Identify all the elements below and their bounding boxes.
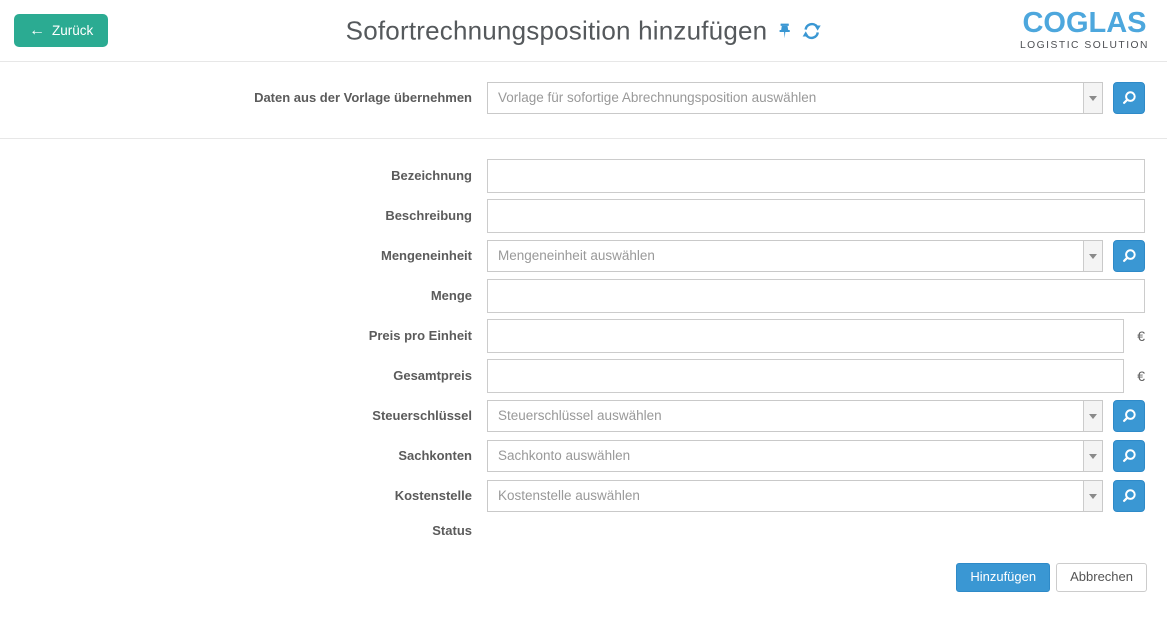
field-label-steuerschluessel: Steuerschlüssel xyxy=(372,408,472,423)
coglas-logo xyxy=(1020,9,1153,51)
field-label-kostenstelle: Kostenstelle xyxy=(394,488,472,503)
preis-pro-einheit-input[interactable] xyxy=(487,319,1124,353)
sachkonten-search-button[interactable] xyxy=(1113,440,1145,472)
search-icon xyxy=(1121,90,1137,106)
bezeichnung-input[interactable] xyxy=(487,159,1145,193)
form-row-mengeneinheit xyxy=(0,239,1167,273)
mengeneinheit-search-button[interactable] xyxy=(1113,240,1145,272)
form-row-menge xyxy=(0,279,1167,313)
template-section xyxy=(0,62,1167,138)
field-label-preis-pro-einheit: Preis pro Einheit xyxy=(368,328,472,343)
template-search-button[interactable] xyxy=(1113,82,1145,114)
logo-name: COGLAS xyxy=(1022,7,1147,40)
caret-down-icon[interactable] xyxy=(1083,401,1102,431)
field-label-bezeichnung: Bezeichnung xyxy=(391,168,472,183)
field-label-menge: Menge xyxy=(430,288,472,303)
form-row-bezeichnung xyxy=(0,159,1167,193)
caret-down-icon[interactable] xyxy=(1083,241,1102,271)
form-row-steuerschluessel xyxy=(0,399,1167,433)
form-row-status xyxy=(0,521,1167,541)
field-label-sachkonten: Sachkonten xyxy=(398,448,472,463)
pin-icon[interactable] xyxy=(776,21,793,40)
search-icon xyxy=(1121,488,1137,504)
steuerschluessel-select-placeholder: Steuerschlüssel auswählen xyxy=(498,408,662,423)
form-row-beschreibung xyxy=(0,199,1167,233)
page-title: Sofortrechnungsposition hinzufügen xyxy=(345,15,768,45)
back-button-label: Zurück xyxy=(52,23,94,38)
field-label-beschreibung: Beschreibung xyxy=(385,208,472,223)
search-icon xyxy=(1121,448,1137,464)
template-select-placeholder: Vorlage für sofortige Abrechnungsposition auswählen xyxy=(498,90,817,105)
euro-suffix: € xyxy=(1137,368,1145,384)
caret-down-icon[interactable] xyxy=(1083,83,1102,113)
template-select[interactable] xyxy=(487,82,1103,114)
template-control xyxy=(487,82,1145,114)
caret-down-icon[interactable] xyxy=(1083,441,1102,471)
arrow-left-icon: ← xyxy=(29,21,45,39)
search-icon xyxy=(1121,248,1137,264)
euro-suffix: € xyxy=(1137,328,1145,344)
form-row-template xyxy=(0,81,1167,115)
footer-actions xyxy=(0,563,1167,592)
sachkonten-select[interactable] xyxy=(487,440,1103,472)
field-label-template: Daten aus der Vorlage übernehmen xyxy=(254,90,472,105)
mengeneinheit-select-placeholder: Mengeneinheit auswählen xyxy=(498,248,655,263)
form-row-gesamtpreis xyxy=(0,359,1167,393)
back-button[interactable] xyxy=(14,14,108,47)
submit-button[interactable]: Hinzufügen xyxy=(956,563,1050,592)
refresh-icon[interactable] xyxy=(802,21,821,40)
field-label-gesamtpreis: Gesamtpreis xyxy=(393,368,472,383)
menge-input[interactable] xyxy=(487,279,1145,313)
steuerschluessel-select[interactable] xyxy=(487,400,1103,432)
sachkonten-select-placeholder: Sachkonto auswählen xyxy=(498,448,631,463)
mengeneinheit-select[interactable] xyxy=(487,240,1103,272)
cancel-button[interactable]: Abbrechen xyxy=(1056,563,1147,592)
form-row-preis-pro-einheit xyxy=(0,319,1167,353)
steuerschluessel-search-button[interactable] xyxy=(1113,400,1145,432)
field-label-status: Status xyxy=(432,523,472,538)
title-group xyxy=(346,15,822,46)
kostenstelle-search-button[interactable] xyxy=(1113,480,1145,512)
form-row-sachkonten xyxy=(0,439,1167,473)
search-icon xyxy=(1121,408,1137,424)
gesamtpreis-input[interactable] xyxy=(487,359,1124,393)
main-form-section xyxy=(0,139,1167,592)
kostenstelle-select[interactable] xyxy=(487,480,1103,512)
form-row-kostenstelle xyxy=(0,479,1167,513)
field-label-mengeneinheit: Mengeneinheit xyxy=(380,248,472,263)
header xyxy=(0,0,1167,62)
logo-tagline: LOGISTIC SOLUTION xyxy=(1019,40,1149,52)
beschreibung-input[interactable] xyxy=(487,199,1145,233)
caret-down-icon[interactable] xyxy=(1083,481,1102,511)
kostenstelle-select-placeholder: Kostenstelle auswählen xyxy=(498,488,640,503)
